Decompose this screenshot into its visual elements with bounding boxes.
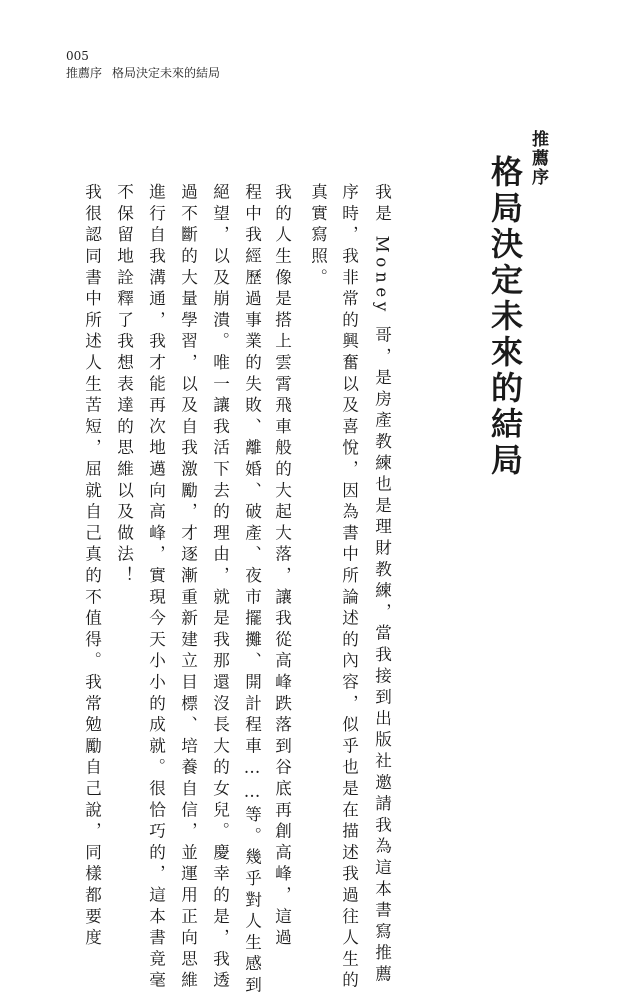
body-column-2: 序時，我非常的興奮以及喜悅，因為書中所論述的內容，似乎也是在描述我過往人生的 bbox=[339, 183, 359, 993]
body-column-4: 我的人生像是搭上雲霄飛車般的大起大落，讓我從高峰跌落到谷底再創高峰，這過 bbox=[272, 183, 292, 950]
header-section: 推薦序 bbox=[66, 66, 103, 80]
body-column-5: 程中我經歷過事業的失敗、離婚、破產、夜市擺攤、開計程車……等。幾乎對人生感到 bbox=[242, 183, 262, 997]
body-column-7: 過不斷的大量學習，以及自我激勵，才逐漸重新建立目標、培養自信，並運用正向思維 bbox=[178, 183, 198, 993]
header-section-line bbox=[66, 65, 220, 82]
body-column-9: 不保留地詮釋了我想表達的思維以及做法！ bbox=[114, 183, 134, 588]
section-label: 推薦序 bbox=[528, 130, 548, 187]
body-column-8: 進行自我溝通，我才能再次地邁向高峰，實現今天小小的成就。很恰巧的，這本書竟毫 bbox=[146, 183, 166, 993]
page-number: 005 bbox=[66, 49, 89, 63]
header-chapter-title: 格局決定未來的結局 bbox=[112, 66, 221, 80]
body-column-3: 真實寫照。 bbox=[308, 183, 328, 290]
chapter-title: 格局決定未來的結局 bbox=[486, 155, 524, 479]
body-column-6: 絕望，以及崩潰。唯一讓我活下去的理由，就是我那還沒長大的女兒。慶幸的是，我透 bbox=[210, 183, 230, 993]
body-column-10: 我很認同書中所述人生苦短，屈就自己真的不值得。我常勉勵自己說，同樣都要度 bbox=[82, 183, 102, 950]
body-column-1: 我是 Money 哥，是房產教練也是理財教練，當我接到出版社邀請我為這本書寫推薦 bbox=[372, 183, 392, 987]
running-header bbox=[66, 48, 220, 82]
